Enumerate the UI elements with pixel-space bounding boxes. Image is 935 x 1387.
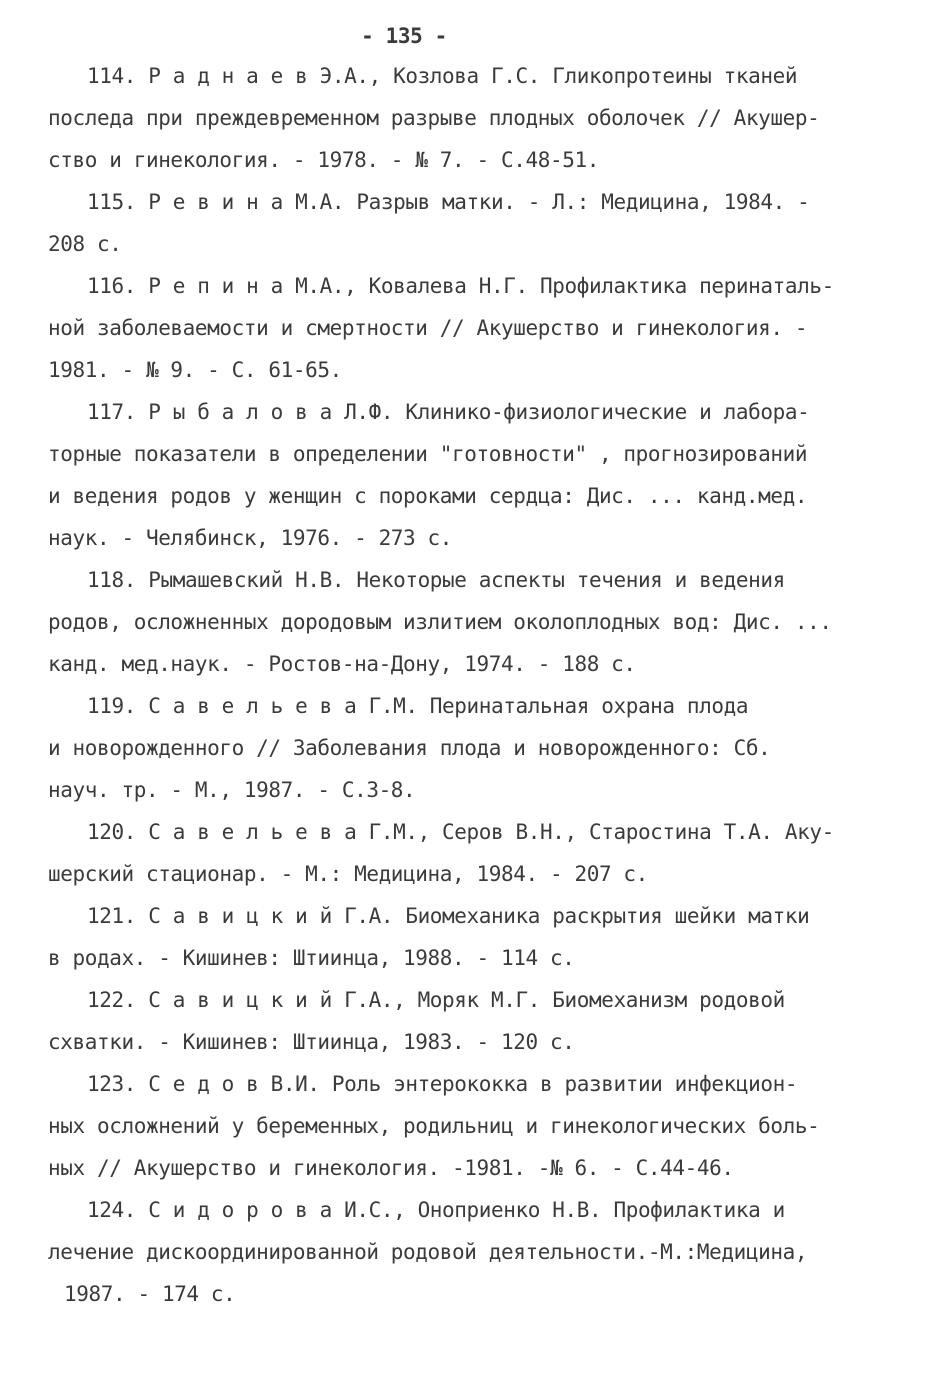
entry-116-line-1: 116. Р е п и н а М.А., Ковалева Н.Г. Профилактика перинаталь- <box>87 274 834 298</box>
entry-116-line-3: 1981. - № 9. - С. 61-65. <box>48 358 342 382</box>
entry-123-line-1: 123. С е д о в В.И. Роль энтерококка в развитии инфекцион- <box>87 1072 798 1096</box>
entry-114-line-3: ство и гинекология. - 1978. - № 7. - С.48-51. <box>48 148 599 172</box>
entry-117-line-2: торные показатели в определении "готовности" , прогнозирований <box>48 442 808 466</box>
entry-122-line-1: 122. С а в и ц к и й Г.А., Моряк М.Г. Биомеханизм родовой <box>87 988 785 1012</box>
entry-120-line-2: шерский стационар. - М.: Медицина, 1984. - 207 с. <box>48 862 648 886</box>
entry-117-line-3: и ведения родов у женщин с пороками сердца: Дис. ... канд.мед. <box>48 484 808 508</box>
entry-114-line-1: 114. Р а д н а е в Э.А., Козлова Г.С. Гликопротеины тканей <box>87 64 798 88</box>
entry-124-line-2: лечение дискоординированной родовой деятельности.-М.:Медицина, <box>48 1240 808 1264</box>
entry-124-line-1: 124. С и д о р о в а И.С., Оноприенко Н.В. Профилактика и <box>87 1198 785 1222</box>
entry-124-line-3: 1987. - 174 с. <box>64 1282 236 1306</box>
entry-123-line-2: ных осложнений у беременных, родильниц и гинекологических боль- <box>48 1114 820 1138</box>
entry-118-line-2: родов, осложненных дородовым излитием околоплодных вод: Дис. ... <box>48 610 832 634</box>
entry-115-line-2: 208 с. <box>48 232 122 256</box>
entry-117-line-1: 117. Р ы б а л о в а Л.Ф. Клинико-физиологические и лабора- <box>87 400 810 424</box>
entry-115-line-1: 115. Р е в и н а М.А. Разрыв матки. - Л.: Медицина, 1984. - <box>87 190 810 214</box>
entry-122-line-2: схватки. - Кишинев: Штиинца, 1983. - 120 с. <box>48 1030 575 1054</box>
page-number: - 135 - <box>361 24 447 48</box>
entry-118-line-1: 118. Рымашевский Н.В. Некоторые аспекты течения и ведения <box>87 568 785 592</box>
entry-121-line-2: в родах. - Кишинев: Штиинца, 1988. - 114 с. <box>48 946 575 970</box>
entry-120-line-1: 120. С а в е л ь е в а Г.М., Серов В.Н., Старостина Т.А. Аку- <box>87 820 834 844</box>
entry-117-line-4: наук. - Челябинск, 1976. - 273 с. <box>48 526 453 550</box>
entry-116-line-2: ной заболеваемости и смертности // Акушерство и гинекология. - <box>48 316 808 340</box>
entry-121-line-1: 121. С а в и ц к и й Г.А. Биомеханика раскрытия шейки матки <box>87 904 810 928</box>
entry-123-line-3: ных // Акушерство и гинекология. -1981. -№ 6. - С.44-46. <box>48 1156 734 1180</box>
entry-119-line-2: и новорожденного // Заболевания плода и новорожденного: Сб. <box>48 736 771 760</box>
entry-119-line-1: 119. С а в е л ь е в а Г.М. Перинатальная охрана плода <box>87 694 749 718</box>
entry-119-line-3: науч. тр. - М., 1987. - С.3-8. <box>48 778 416 802</box>
entry-114-line-2: последа при преждевременном разрыве плодных оболочек // Акушер- <box>48 106 820 130</box>
entry-118-line-3: канд. мед.наук. - Ростов-на-Дону, 1974. - 188 с. <box>48 652 636 676</box>
